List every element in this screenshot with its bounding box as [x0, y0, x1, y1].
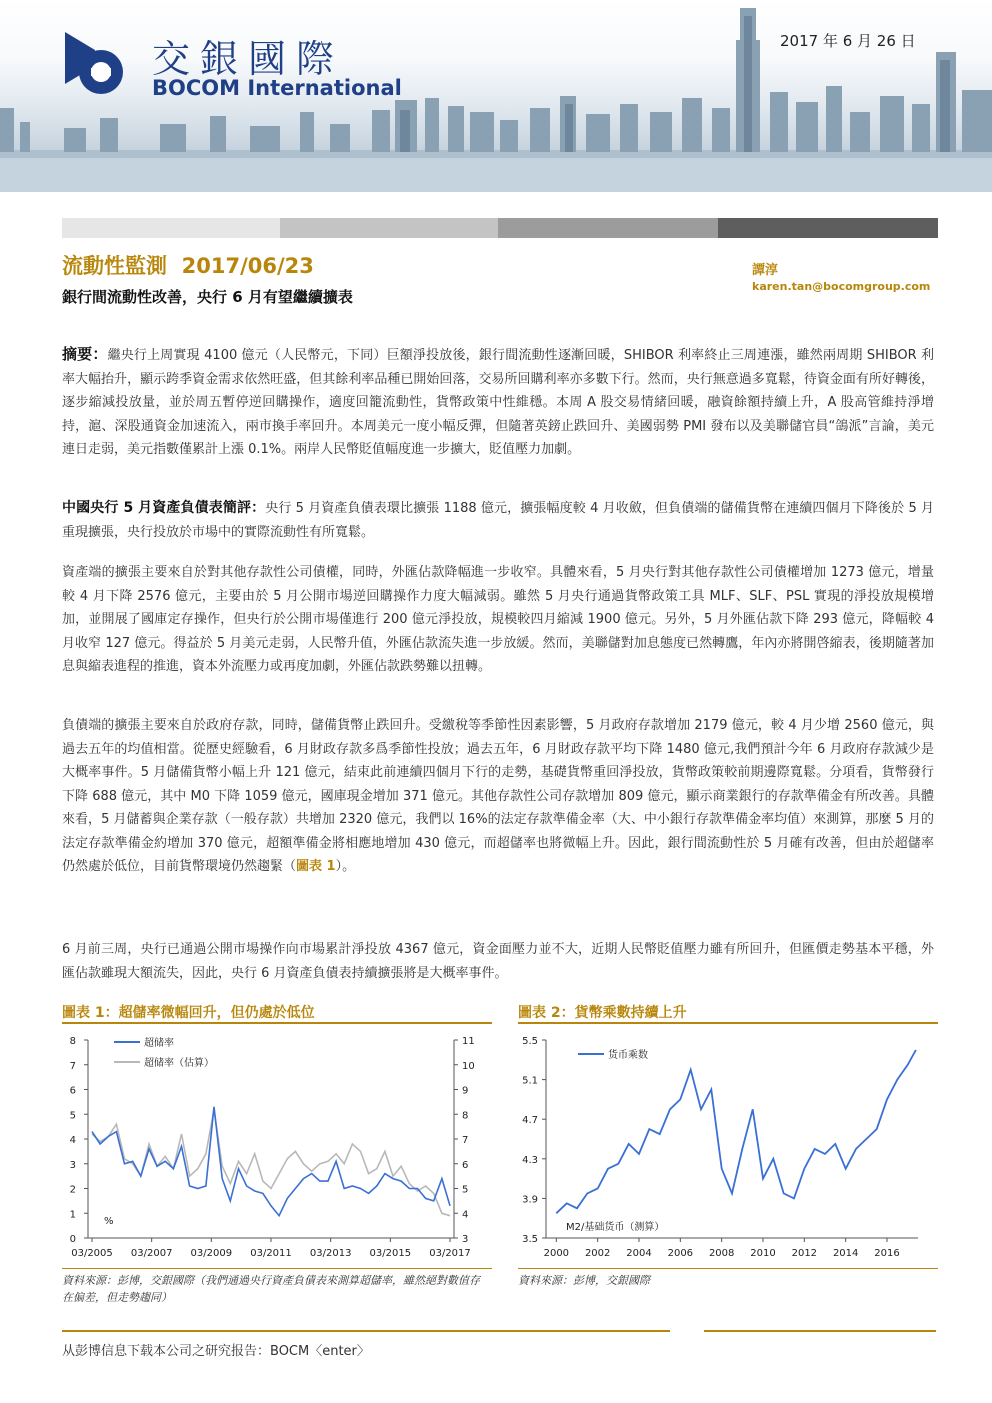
divider-segment-1	[62, 218, 280, 238]
y-tick-label: 5.5	[522, 1036, 538, 1047]
series-line-left	[92, 1107, 450, 1216]
y-tick-label: 0	[69, 1234, 76, 1245]
divider-segment-3	[498, 218, 718, 238]
summary-lead: 摘要：	[62, 345, 108, 363]
bloomberg-download-note: 从彭博信息下载本公司之研究报告：BOCM〈enter〉	[62, 1344, 370, 1359]
logo-english-name: BOCOM International	[152, 76, 402, 100]
y-tick-label: 5.1	[522, 1075, 538, 1087]
y-tick-label: 7	[69, 1060, 76, 1072]
y-tick-label: 4.7	[522, 1115, 538, 1127]
report-subtitle: 銀行間流動性改善，央行 6 月有望繼續擴表	[62, 288, 353, 306]
x-tick-label: 03/2015	[369, 1248, 412, 1259]
y-tick-label: 3	[69, 1159, 76, 1171]
y2-tick-label: 6	[462, 1159, 469, 1171]
summary-text: 繼央行上周實現 4100 億元（人民幣元，下同）巨額淨投放後，銀行間流動性逐漸回暖，SHIBOR 利率終止三周連漲，雖然兩周期 SHIBOR 利率大幅抬升，顯示跨季資金需求依然旺盛，但其餘利率品種已開始回落，交易所回購利率亦多數下行。然而，央行無意過多寬鬆，待資金面有所好轉後，逐步縮減投放量，並於周五暫停逆回購操作，適度回籠流動性，貨幣政策中性維穩。本周 A 股交易情緒回暖，融資餘額持續上升，A 股高管維持淨增持，滬、深股通資金加速流入，兩市換手率回升。本周美元一度小幅反彈，但隨著英鎊止跌回升、美國弱勢 PMI 發布以及美聯儲官員“鴿派”言論，美元連日走弱，美元指數僅累計上漲 0.1%。兩岸人民幣貶值幅度進一步擴大，貶值壓力加劇。	[62, 348, 934, 457]
header-banner	[0, 0, 992, 192]
y-tick-label: 8	[69, 1036, 76, 1047]
y2-tick-label: 10	[462, 1060, 475, 1072]
divider-segment-2	[280, 218, 498, 238]
x-tick-label: 2002	[584, 1248, 611, 1259]
asset-side-paragraph: 資產端的擴張主要來自於對其他存款性公司債權，同時，外匯佔款降幅進一步收窄。具體來看，5 月央行對其他存款性公司債權增加 1273 億元，增量較 4 月下降 2576 億元，主要由於 5 月公開市場逆回購操作力度大幅減弱。雖然 5 月央行通過貨幣政策工具 MLF、SLF、PSL 實現的淨投放規模增加，並開展了國庫定存操作，但央行於公開市場僅進行 200 億元淨投放，規模較四月縮減 1900 億元。另外，5 月外匯佔款下降 293 億元，降幅較 4 月收窄 127 億元。得益於 5 月美元走弱，人民幣升值，外匯佔款流失進一步放緩。然而，美聯儲對加息態度已然轉鷹，年內亦將開啓縮表，後期隨著加息與縮表進程的推進，資本外流壓力或再度加劇，外匯佔款跌勢難以扭轉。	[62, 565, 934, 674]
figure-1-reference-link[interactable]: 圖表 1	[296, 859, 336, 874]
figure-2-source: 資料來源：彭博，交銀國際	[518, 1274, 650, 1287]
footer-rule-left	[62, 1330, 670, 1332]
y2-tick-label: 3	[462, 1234, 469, 1245]
x-tick-label: 2008	[708, 1248, 735, 1259]
unit-label: %	[104, 1216, 114, 1227]
y-tick-label: 6	[69, 1085, 76, 1097]
y2-tick-label: 5	[462, 1184, 469, 1196]
report-title: 流動性監測 2017/06/23	[62, 254, 314, 278]
author-email-link[interactable]: karen.tan@bocomgroup.com	[752, 280, 931, 293]
divider-segment-4	[718, 218, 938, 238]
x-tick-label: 2016	[874, 1248, 900, 1259]
logo-chinese-name: 交銀國際	[152, 37, 345, 81]
x-tick-label: 03/2007	[130, 1248, 173, 1259]
x-tick-label: 2010	[750, 1248, 776, 1259]
figure-2-bottom-rule	[518, 1268, 938, 1269]
annotation-label: M2/基础货币（测算）	[566, 1222, 665, 1233]
liability-side-paragraph	[62, 714, 934, 879]
y2-tick-label: 9	[462, 1085, 469, 1097]
x-tick-label: 03/2011	[250, 1248, 292, 1259]
x-tick-label: 2006	[667, 1248, 694, 1259]
y2-tick-label: 7	[462, 1135, 469, 1146]
y-tick-label: 2	[69, 1184, 76, 1196]
money-multiplier-line	[556, 1050, 916, 1213]
figure-2-title: 圖表 2：貨幣乘數持續上升	[518, 1005, 687, 1021]
y-tick-label: 3.9	[522, 1194, 538, 1206]
x-tick-label: 03/2009	[190, 1248, 233, 1259]
x-tick-label: 2000	[543, 1248, 570, 1259]
x-tick-label: 03/2013	[309, 1248, 352, 1259]
figure-1-title: 圖表 1：超儲率微幅回升，但仍處於低位	[62, 1005, 315, 1021]
x-tick-label: 2014	[832, 1248, 859, 1259]
y2-tick-label: 8	[462, 1110, 469, 1122]
y2-tick-label: 4	[462, 1209, 469, 1221]
excess-reserve-ratio-chart	[62, 1028, 492, 1268]
footer-rule-right	[704, 1330, 936, 1332]
y-tick-label: 1	[69, 1209, 76, 1221]
legend-label: 超储率	[144, 1038, 174, 1049]
liability-text: 負債端的擴張主要來自於政府存款，同時，儲備貨幣止跌回升。受繳稅等季節性因素影響，5 月政府存款增加 2179 億元，較 4 月少增 2560 億元，與過去五年的均值相當。從歷史經驗看，6 月財政存款多爲季節性投放；過去五年，6 月財政存款平均下降 1480 億元,我們預計今年 6 月政府存款減少是大概率事件。5 月儲備貨幣小幅上升 121 億元，結束此前連續四個月下行的走勢，基礎貨幣重回淨投放，貨幣政策較前期邊際寬鬆。分項看，貨幣發行下降 688 億元，其中 M0 下降 1059 億元，國庫現金增加 371 億元。其他存款性公司存款增加 809 億元，顯示商業銀行的存款準備金有所改善。具體來看，5 月儲蓄與企業存款（一般存款）共增加 2320 億元，我們以 16%的法定存款準備金率（大、中小銀行存款準備金率均值）來測算，那麼 5 月的法定存款準備金約增加 370 億元，超額準備金將相應地增加 430 億元，而超儲率也將微幅上升。因此，銀行間流動性於 5 月確有改善，但由於超儲率仍然處於低位，目前貨幣環境仍然趨緊（	[62, 718, 934, 874]
y-tick-label: 4.3	[522, 1154, 538, 1166]
summary-paragraph	[62, 343, 934, 462]
hong-kong-skyline-image	[0, 0, 992, 192]
figure-1-bottom-rule	[62, 1268, 492, 1269]
figure-1-source: 資料來源：彭博，交銀國際（我們通過央行資產負債表來測算超儲率，雖然絕對數值存在偏差，但走勢趨同）	[62, 1274, 480, 1304]
x-tick-label: 03/2005	[71, 1248, 113, 1259]
y-tick-label: 3.5	[522, 1234, 538, 1245]
y2-tick-label: 11	[462, 1036, 475, 1047]
report-date: 2017 年 6 月 26 日	[780, 32, 916, 50]
legend-label: 货币乘数	[608, 1050, 648, 1061]
section-lead: 中國央行 5 月資產負債表簡評：	[62, 500, 266, 516]
bocom-logo-icon	[55, 22, 135, 102]
legend-label: 超储率（估算）	[144, 1058, 214, 1069]
y-tick-label: 5	[69, 1110, 76, 1122]
figure-1-rule	[62, 1022, 492, 1024]
money-multiplier-chart	[518, 1028, 938, 1268]
june-outlook-paragraph: 6 月前三周，央行已通過公開市場操作向市場累計淨投放 4367 億元，資金面壓力並不大，近期人民幣貶值壓力雖有所回升，但匯價走勢基本平穩，外匯佔款雖現大額流失，因此，央行 6 月資產負債表持續擴張將是大概率事件。	[62, 942, 934, 981]
pboc-balance-sheet-paragraph	[62, 497, 934, 544]
section-text: 央行 5 月資產負債表環比擴張 1188 億元，擴張幅度較 4 月收斂，但負債端的儲備貨幣在連續四個月下降後於 5 月重現擴張，央行投放於市場中的實際流動性有所寬鬆。	[62, 501, 934, 540]
x-tick-label: 2004	[626, 1248, 652, 1259]
x-tick-label: 2012	[791, 1248, 818, 1259]
y-tick-label: 4	[69, 1135, 76, 1146]
figure-2-rule	[518, 1022, 938, 1024]
x-tick-label: 03/2017	[429, 1248, 471, 1259]
author-name: 譚淳	[752, 263, 779, 278]
liability-text-end: ）。	[335, 859, 356, 874]
